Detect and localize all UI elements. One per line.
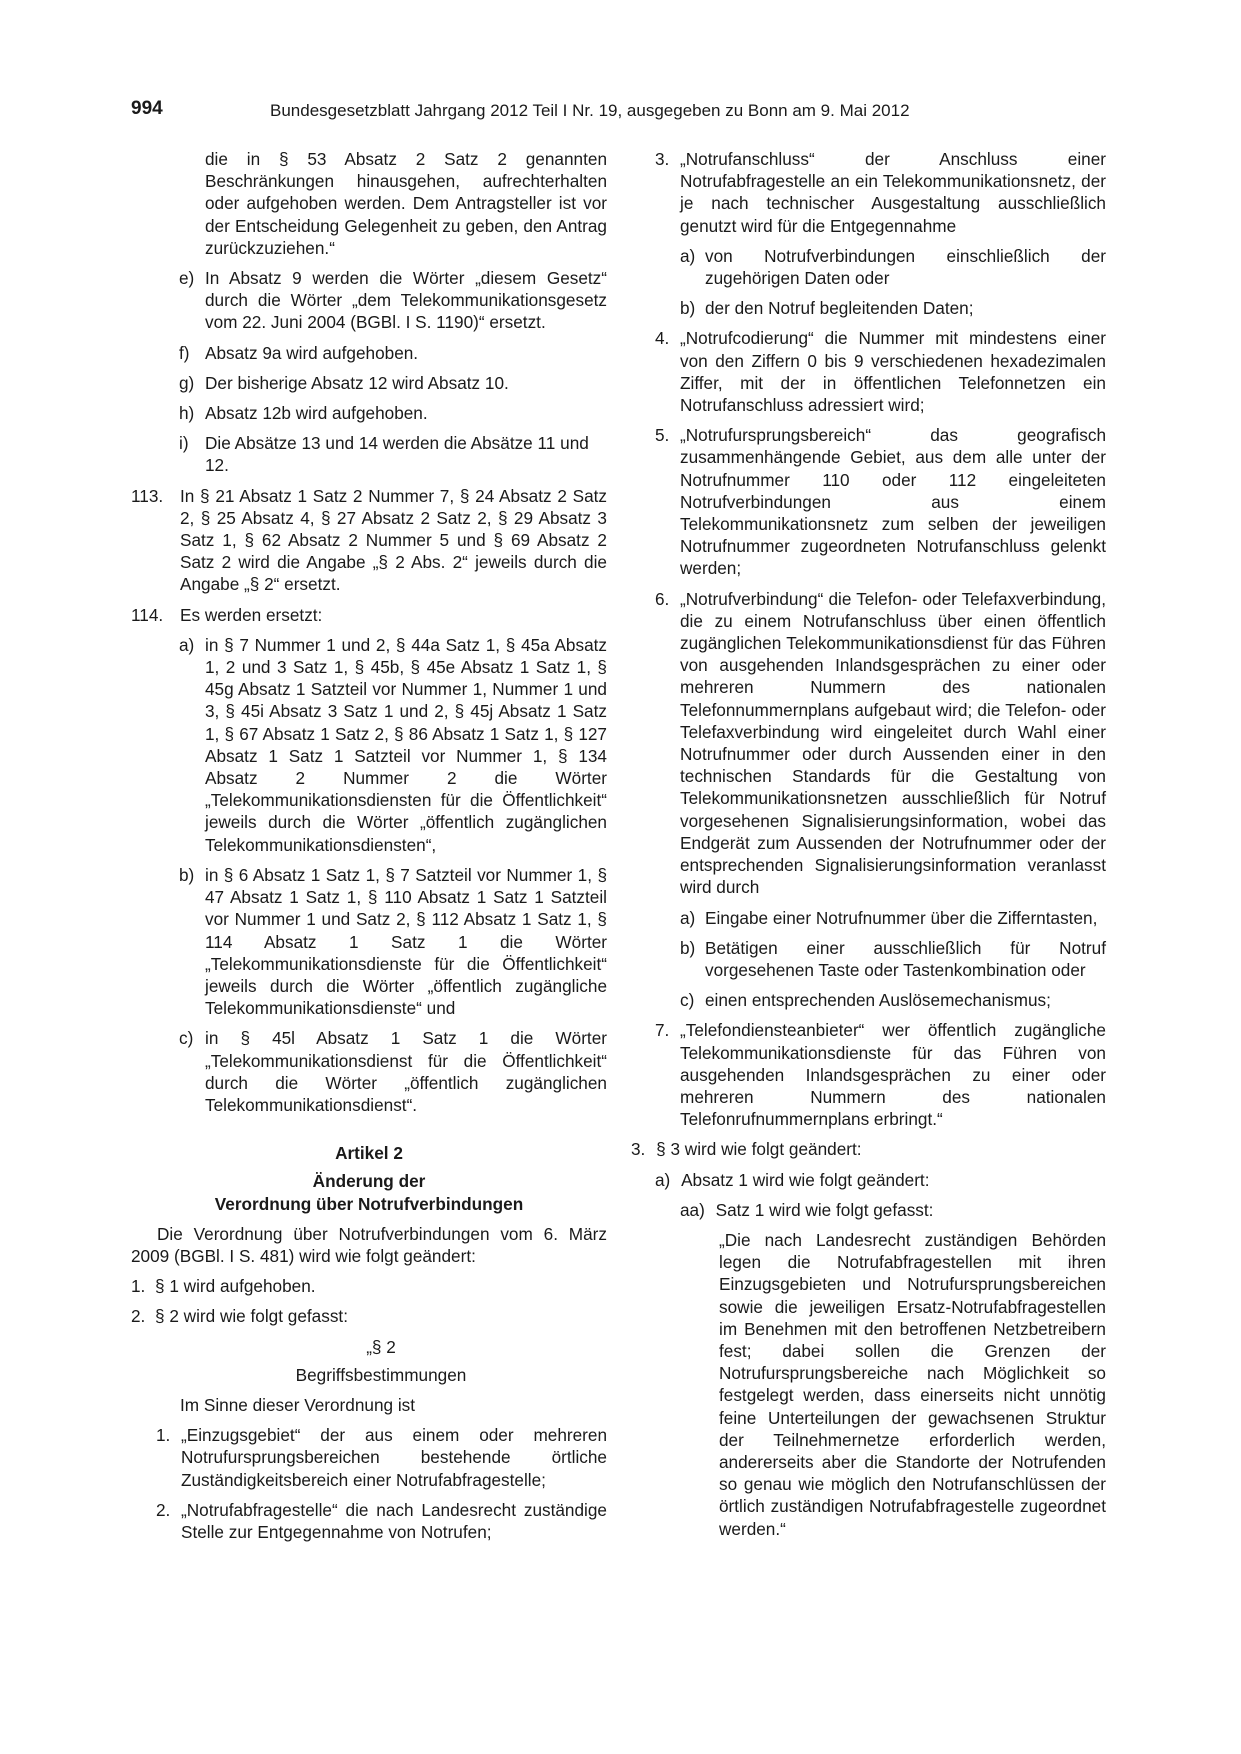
item-text: In Absatz 9 werden die Wörter „diesem Gesetz“ durch die Wörter „dem Telekommunikationsgesetz vom 22. Juni 2004 (BGBl. I S. 1190)“ ersetzt.: [205, 268, 607, 333]
item-text: § 2 wird wie folgt gefasst:: [155, 1306, 348, 1327]
item-text: der den Notruf begleitenden Daten;: [705, 298, 974, 319]
item-text: in § 6 Absatz 1 Satz 1, § 7 Satzteil vor Nummer 1, § 47 Absatz 1 Satz 1, § 110 Absatz 1 Satz 1 Satzteil vor Nummer 1 und Satz 2, § 112 Absatz 1 Satz 1, § 114 Absatz 1 Satz 1 die Wörter „Telekommunikationsdienste für die Öffentlichkeit“ jeweils durch die Wörter „öffentlich zugängliche Telekommunikationsdienste“ und: [205, 864, 607, 1019]
list-item: [631, 1138, 1106, 1160]
item-label: 7.: [655, 1020, 670, 1041]
numbered-item-114: [131, 604, 607, 626]
definition-item: [655, 327, 1106, 416]
item-text: in § 45l Absatz 1 Satz 1 die Wörter „Telekommunikationsdienst für die Öffentlichkeit“ durch die Wörter „öffentlich zugänglichen Telekommunikationsdienst“.: [205, 1028, 607, 1115]
item-label: 4.: [655, 328, 670, 349]
item-label: a): [680, 907, 696, 928]
item-text: Satz 1 wird wie folgt gefasst:: [715, 1199, 934, 1220]
item-label: 2.: [131, 1306, 146, 1327]
item-label: i): [179, 433, 189, 454]
list-item: [131, 1275, 607, 1297]
page-number: 994: [131, 98, 163, 119]
list-item: [131, 634, 607, 856]
item-text: „Notrufursprungsbereich“ das geografisch zusammenhängende Gebiet, aus dem alle unter der Notrufnummer 110 oder 112 eingeleiteten Notrufverbindungen aus einem Telekommunikationsnetz zum selben der jeweiligen Notrufnummer zugeordneten Notrufanschluss gelenkt werden;: [680, 425, 1106, 579]
definitions-intro: Im Sinne dieser Verordnung ist: [180, 1394, 416, 1415]
definition-item: [655, 148, 1106, 237]
section-sign: „§ 2: [366, 1336, 396, 1357]
item-label: 3.: [631, 1139, 646, 1160]
numbered-item-113: [131, 485, 607, 596]
item-label: 6.: [655, 588, 670, 609]
list-item: [655, 937, 1106, 981]
item-text: Es werden ersetzt:: [180, 604, 323, 625]
item-label: 3.: [655, 149, 670, 169]
definition-item: [131, 1424, 607, 1491]
definition-item: [655, 424, 1106, 579]
item-label: aa): [680, 1199, 705, 1220]
item-label: h): [179, 403, 195, 424]
list-item: [131, 1027, 607, 1116]
item-text: „Notrufcodierung“ die Nummer mit mindestens einer von den Ziffern 0 bis 9 verschiedenen hexadezimalen Ziffer, mit der in öffentlichen Telefonnetzen ein Notrufanschluss adressiert wird;: [680, 328, 1106, 416]
list-item: [655, 297, 1106, 319]
item-text: Der bisherige Absatz 12 wird Absatz 10.: [205, 372, 509, 393]
item-text: Eingabe einer Notrufnummer über die Zifferntasten,: [705, 907, 1098, 928]
item-label: a): [680, 245, 696, 266]
item-text: § 1 wird aufgehoben.: [155, 1276, 316, 1297]
item-label: 1.: [156, 1425, 171, 1446]
item-label: 1.: [131, 1276, 146, 1297]
list-item: [131, 432, 607, 476]
item-label: c): [680, 990, 695, 1011]
item-label: b): [680, 298, 696, 319]
item-text: In § 21 Absatz 1 Satz 2 Nummer 7, § 24 Absatz 2 Satz 2, § 25 Absatz 4, § 27 Absatz 2 Satz 2, § 29 Absatz 3 Satz 1, § 62 Absatz 2 Nummer 5 und § 69 Absatz 2 Satz 2 wird die Angabe „§ 2 Abs. 2“ jeweils durch die Angabe „§ 2“ ersetzt.: [180, 485, 607, 595]
list-item: [655, 1169, 1106, 1191]
item-text: „Notrufabfragestelle“ die nach Landesrecht zuständige Stelle zur Entgegennahme von Notrufen;: [181, 1499, 607, 1542]
item-text: „Notrufanschluss“ der Anschluss einer Notrufabfragestelle an ein Telekommunikationsnetz, der je nach technischer Ausgestaltung ausschließlich genutzt wird für die Entgegennahme: [680, 149, 1106, 236]
item-label: 114.: [131, 604, 164, 625]
right-column: [631, 148, 1106, 1540]
list-item: [655, 245, 1106, 289]
left-column: [131, 148, 607, 1551]
item-text: „Telefondiensteanbieter“ wer öffentlich zugängliche Telekommunikationsdienste für das Führen von ausgehenden Inlandsgesprächen zu einer oder mehreren Nummern des nationalen Telefonrufnummernplans erbringt.“: [680, 1020, 1106, 1130]
item-text: Betätigen einer ausschließlich für Notruf vorgesehenen Taste oder Tastenkombination oder: [705, 937, 1106, 980]
continued-paragraph: die in § 53 Absatz 2 Satz 2 genannten Beschränkungen hinausgehen, aufrechterhalten oder aufgehoben werden. Dem Antragsteller ist vor der Entscheidung Gelegenheit zu geben, den Antrag zurückzuziehen.“: [205, 149, 607, 258]
item-text: von Notrufverbindungen einschließlich der zugehörigen Daten oder: [705, 245, 1106, 289]
item-label: f): [179, 342, 190, 363]
article-title: Artikel 2: [335, 1143, 403, 1164]
item-text: Die Absätze 13 und 14 werden die Absätze 11 und 12.: [205, 433, 589, 476]
list-item: [655, 989, 1106, 1011]
list-item: [131, 402, 607, 424]
item-label: 5.: [655, 425, 670, 446]
list-item: [680, 1199, 1106, 1221]
item-text: Absatz 1 wird wie folgt geändert:: [681, 1169, 930, 1190]
item-label: c): [179, 1028, 194, 1049]
item-text: § 3 wird wie folgt geändert:: [656, 1139, 862, 1160]
list-item: [131, 267, 607, 334]
definition-item: [131, 1499, 607, 1543]
item-text: in § 7 Nummer 1 und 2, § 44a Satz 1, § 45a Absatz 1, 2 und 3 Satz 1, § 45b, § 45e Absatz 1 Satz 1, § 45g Absatz 1 Satzteil vor Nummer 1, Nummer 1 und 3, § 45i Absatz 3 Satz 1 und 2, § 45j Absatz 1 Satz 1, § 67 Absatz 1 Satz 2, § 86 Absatz 1 Satz 1, § 127 Absatz 1 Satz 1 Satzteil vor Nummer 1, § 134 Absatz 2 Nummer 2 die Wörter „Telekommunikationsdiensten für die Öffentlichkeit“ jeweils durch die Wörter „öffentlich zugänglichen Telekommunikationsdiensten“,: [205, 634, 607, 855]
item-label: 2.: [156, 1499, 171, 1520]
item-text: „Einzugsgebiet“ der aus einem oder mehreren Notrufursprungsbereichen bestehende örtliche Zuständigkeitsbereich einer Notrufabfragestelle;: [181, 1425, 607, 1490]
item-label: b): [680, 937, 696, 958]
article-intro: Die Verordnung über Notrufverbindungen vom 6. März 2009 (BGBl. I S. 481) wird wie folgt geändert:: [131, 1223, 607, 1266]
list-item: [131, 342, 607, 364]
item-label: g): [179, 372, 195, 393]
item-label: e): [179, 268, 195, 289]
item-label: a): [655, 1169, 671, 1190]
item-text: einen entsprechenden Auslösemechanismus;: [705, 990, 1051, 1011]
item-text: Absatz 12b wird aufgehoben.: [205, 403, 428, 424]
item-label: b): [179, 864, 195, 885]
gazette-header: Bundesgesetzblatt Jahrgang 2012 Teil I Nr. 19, ausgegeben zu Bonn am 9. Mai 2012: [270, 101, 910, 120]
section-title: Begriffsbestimmungen: [295, 1364, 467, 1385]
article-subtitle: Änderung der: [312, 1171, 426, 1192]
list-item: [131, 1305, 607, 1327]
item-text: „Notrufverbindung“ die Telefon- oder Telefaxverbindung, die zu einem Notrufanschluss über einen öffentlich zugänglichen Telekommunikationsdienst für das Führen von ausgehenden Inlandsgesprächen zu einer oder mehreren Nummern des nationalen Telefonnummernplans aufgebaut wird; die Telefon- oder Telefaxverbindung wird eingeleitet durch Wahl einer Notrufnummer oder durch Aussenden einer in den technischen Standards für die Gestaltung von Telekommunikationsnetzen ausschließlich für Notruf vorgesehenen Signalisierungsinformation, wobei das Endgerät zum Aussenden der Notrufnummer oder der entsprechenden Signalisierungsinformation veranlasst wird durch: [680, 588, 1106, 898]
list-item: [655, 907, 1106, 929]
list-item: [131, 372, 607, 394]
quoted-amendment: „Die nach Landesrecht zuständigen Behörden legen die Notrufabfragestellen mit ihren Einzugsgebieten und Notrufursprungsbereichen sowie die jeweiligen Ersatz-Notrufabfragestellen im Benehmen mit den betroffenen Netzbetreibern fest; dabei sollen die Grenzen der Notrufursprungsbereiche nach Möglichkeit so festgelegt werden, dass einerseits nicht unnötig feine Unterteilungen der gewachsenen Struktur der Teilnehmernetze erforderlich werden, andererseits aber die Standorte der Notrufenden so genau wie möglich den Notrufanschlüssen der örtlich zuständigen Notrufabfragestelle zugeordnet werden.“: [719, 1229, 1106, 1539]
list-item: [131, 864, 607, 1019]
definition-item: [655, 588, 1106, 899]
article-subtitle: Verordnung über Notrufverbindungen: [214, 1193, 524, 1214]
item-text: Absatz 9a wird aufgehoben.: [205, 342, 419, 363]
item-label: a): [179, 634, 195, 655]
item-label: 113.: [131, 485, 164, 506]
definition-item: [655, 1019, 1106, 1130]
